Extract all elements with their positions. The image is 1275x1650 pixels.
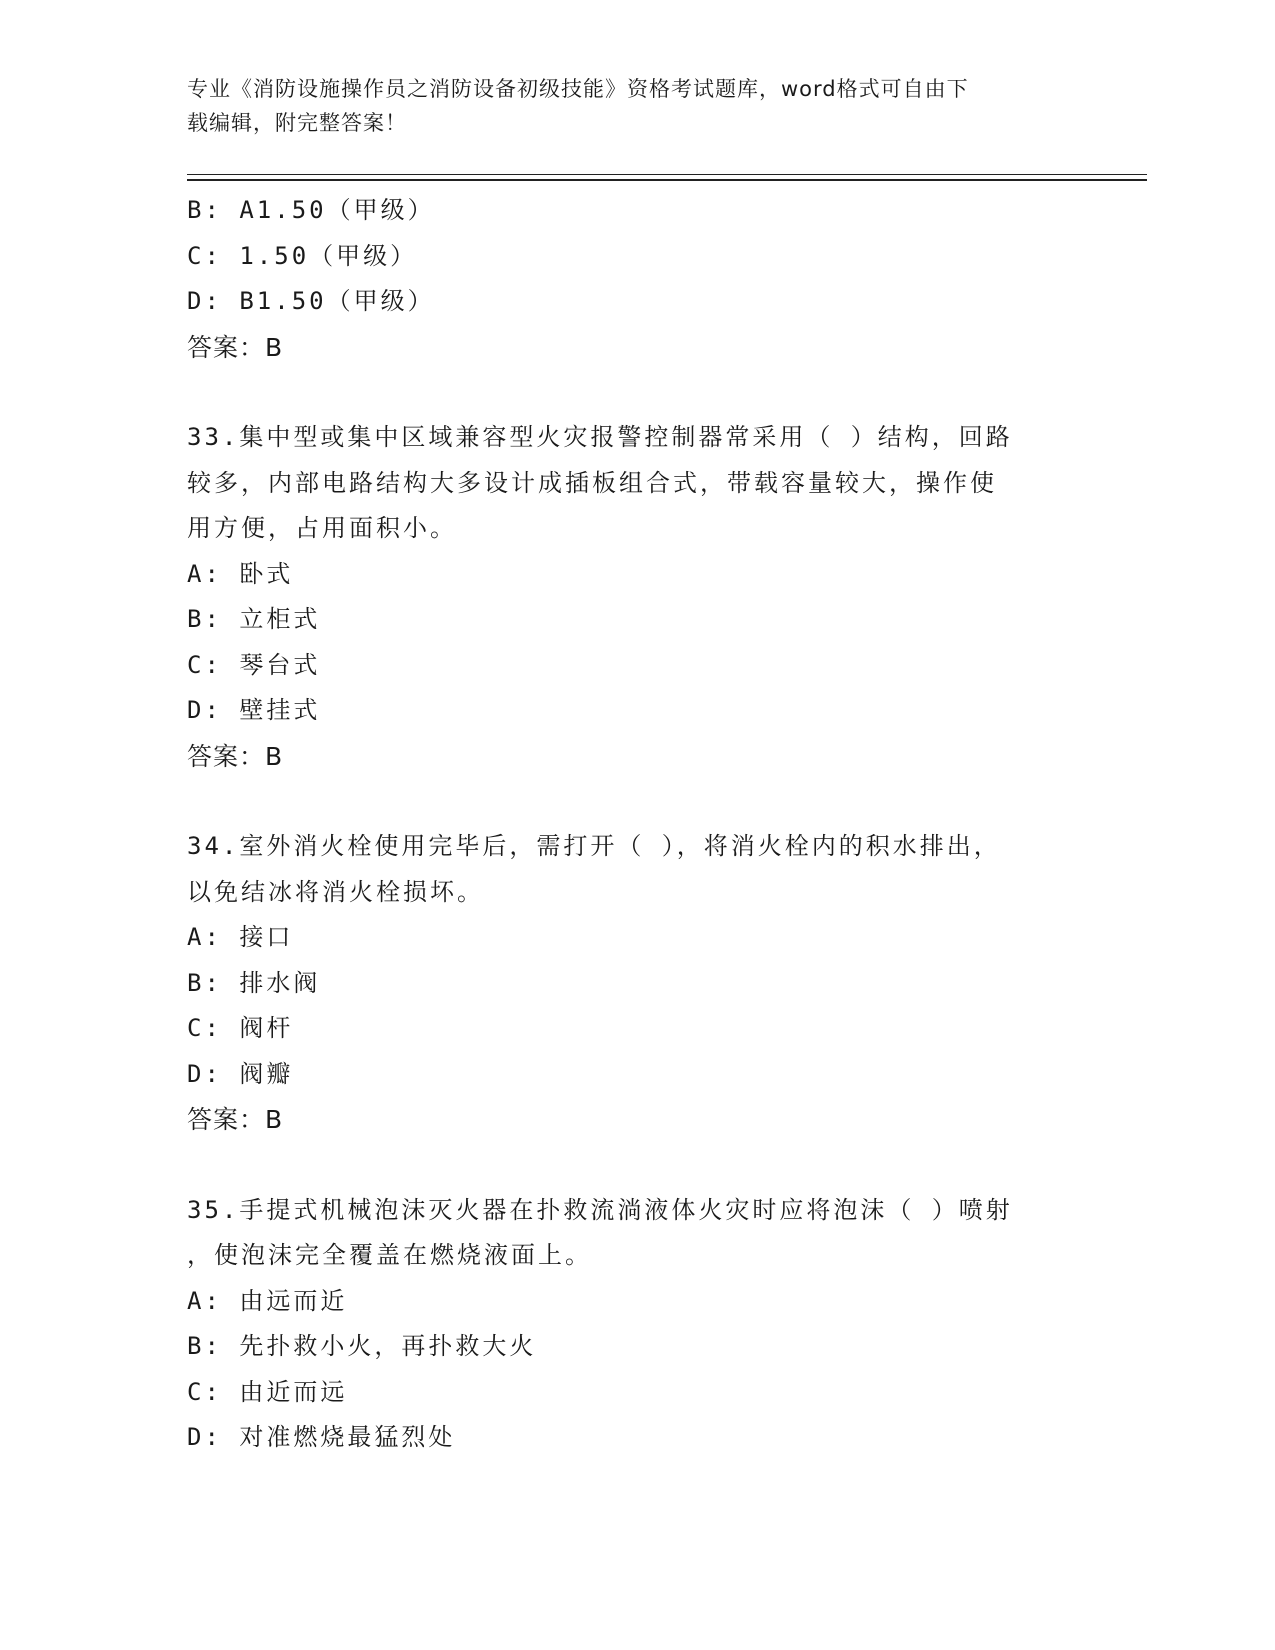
- option-b: B: 立柜式: [187, 605, 321, 633]
- option-c: C: 琴台式: [187, 650, 321, 679]
- question-stem-line: 33.集中型或集中区域兼容型火灾报警控制器常采用（ ）结构，回路: [187, 423, 1013, 451]
- header-rule-thick: [187, 179, 1147, 181]
- header-line-1: 专业《消防设施操作员之消防设备初级技能》资格考试题库，word格式可自由下: [187, 77, 969, 101]
- option-d: D: 对准燃烧最猛烈处: [187, 1423, 456, 1451]
- option-a: A: 接口: [187, 923, 294, 951]
- question-35: [187, 1188, 1087, 1461]
- option-c: C: 由近而远: [187, 1377, 348, 1406]
- question-fragment: [187, 188, 1087, 370]
- option-b: B: 先扑救小火，再扑救大火: [187, 1332, 537, 1360]
- question-stem-line: 用方便，占用面积小。: [187, 514, 457, 542]
- header-rule-thin: [187, 174, 1147, 175]
- option-d: D: 壁挂式: [187, 696, 321, 724]
- question-stem-line: 以免结冰将消火栓损坏。: [187, 877, 484, 906]
- question-stem-line: 较多，内部电路结构大多设计成插板组合式，带载容量较大，操作使: [187, 468, 997, 497]
- option-c: C: 阀杆: [187, 1014, 294, 1042]
- option-c: C: 1.50（甲级）: [187, 241, 418, 270]
- option-b: B: 排水阀: [187, 968, 321, 997]
- question-stem-line: 34.室外消火栓使用完毕后，需打开（ ），将消火栓内的积水排出，: [187, 832, 1001, 860]
- question-34: [187, 824, 1087, 1143]
- option-a: A: 卧式: [187, 559, 294, 588]
- question-content: [187, 188, 1087, 1506]
- question-33: [187, 415, 1087, 779]
- answer-line: 答案：B: [187, 741, 284, 771]
- answer-line: 答案：B: [187, 1105, 284, 1134]
- option-a: A: 由远而近: [187, 1286, 348, 1315]
- header-line-2: 载编辑，附完整答案！: [187, 111, 407, 135]
- option-d: D: 阀瓣: [187, 1059, 294, 1088]
- question-stem-line: 35.手提式机械泡沫灭火器在扑救流淌液体火灾时应将泡沫（ ）喷射: [187, 1195, 1013, 1224]
- document-header: [187, 72, 1067, 140]
- answer-line: 答案：B: [187, 332, 284, 362]
- option-d: D: B1.50（甲级）: [187, 287, 435, 315]
- option-b: B: A1.50（甲级）: [187, 196, 435, 224]
- question-stem-line: ，使泡沫完全覆盖在燃烧液面上。: [187, 1241, 592, 1269]
